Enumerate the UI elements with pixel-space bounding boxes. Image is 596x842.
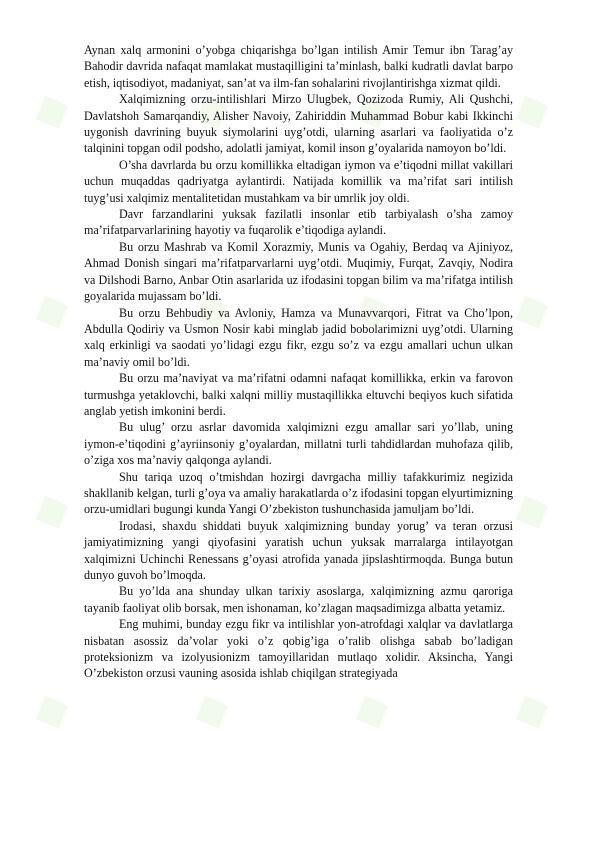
paragraph: Bu orzu ma’naviyat va ma’rifatni odamni nafaqat komillikka, erkin va farovon turmushga yetaklovchi, balki xalqni milliy mustaqillikka eltuvchi beqiyos kuch sifatida anglab yetish imkonini berdi. [84,371,513,418]
document-body [84,42,513,682]
watermark-mark: ◆ [343,276,397,341]
paragraph: Bu yo’lda ana shunday ulkan tarixiy asoslarga, xalqimizning azmu qarorig‌a tayanib faoliyat olib borsak, men ishonaman, ko’zlagan maqsadimizga albatta yetamiz. [84,584,513,615]
watermark-mark: ◆ [343,76,397,141]
watermark-mark: ◆ [503,276,557,341]
watermark-mark: ◆ [183,76,237,141]
paragraph: Aynan xalq armonini o’yobga chiqarishga bo’lgan intilish Amir Temur ibn Tarag’ay Bahodir davrida nafaqat mamlakat mustaqilligini ta’minlash, balki kudratli davlat barpo etish, iqtisodiyot, madaniyat, san’at va ilm-fan sohalarini rivojlantirishga xizmat qildi. [84,43,513,90]
paragraph: Bu ulug’ orzu asrlar davomida xalqimizni ezgu amallar sari yo’llab, uning iymon-e’tiqodini g’ayriinsoniy g’oyalardan, millatni turli tahdidlardan muhofaza qilib, o’ziga xos ma’naviy qalqonga aylandi. [84,420,513,468]
paragraph: Bu orzu Mashrab va Komil Xorazmiy, Munis va Ogahiy, Berdaq va Ajiniyoz, Ahmad Donish singari ma’rifatparvarlarni uyg’otdi. Muqimiy, Furqat, Zavqiy, Nodira va Dilshodi Barno, Anbar Otin asarlarida uz ifodasini topgan bilim va ma’rifatga intilish goyalarida mujassam bo’ldi. [84,239,513,304]
paragraph: O’sha davrlarda bu orzu komillikka eltadigan iymon va e’tiqodni millat vakillari uchun muqaddas qadriyatga aylantirdi. Natijada komillik va ma’rifat sari intilish tuyg’usi xalqimiz mentalitetidan mustahkam va bir umrlik joy oldi. [84,157,513,205]
watermark-mark: ◆ [183,276,237,341]
watermark-mark: ◆ [343,476,397,541]
watermark-mark: ◆ [503,676,557,741]
paragraph: Shu tariqa uzoq o’tmishdan hozirgi davrgacha milliy tafakkurimiz negizida shakllanib kelgan, turli g’oya va amaliy harakatlarda o’z ifodasini topgan elyurtimizning orzu-umidlari bugungi kunda Yangi O’zbekiston tushunchasida jamuljam bo’ldi. [84,469,513,517]
paragraph: Davr farzandlarini yuksak fazilatli insonlar etib tarbiyalash o’sha zamoy ma’rifatparvarlarining hayotiy va fuqarolik e’tiqodiga aylandi. [84,207,513,238]
watermark-mark: ◆ [23,476,77,541]
watermark-mark: ◆ [183,676,237,741]
paragraph: Irodasi, shaxdu shiddati buyuk xalqimizning bunday yorug’ va teran orzusi jamiyatimizning yangi qiyofasini yaratish uchun yuksak marralarga intilayotgan xalqimizni Uchinchi Renessans g’oyasi atrofida yanada jipslashtirmoqda. Bunga butun dunyo guvoh bo’lmoqda. [84,518,513,582]
paragraph: Eng muhimi, bunday ezgu fikr va intilishlar yon-atrofdagi xalqlar va davlatlarga nisbatan asossiz da’volar yoki o’z qobig’iga o’ralib olishga sabab bo’ladigan proteksionizm va izolyusionizm tamoyillaridan mutlaqo xolidir. Aksincha, Yangi O’zbekiston orzusi vauning asosida ishlab chiqilgan strategiyada [84,617,513,681]
watermark-mark: ◆ [343,676,397,741]
watermark-mark: ◆ [503,476,557,541]
watermark-mark: ◆ [23,676,77,741]
paragraph: Xalqimizning orzu-intilishlari Mirzo Ulugbek, Qozizoda Rumiy, Ali Qushchi, Davlatshoh Samarqandiy, Alisher Navoiy, Zahiriddin Muhammad Bobur kabi Ikkinchi uygonish davrining buyuk siymolarini uyg’otdi, ularning asarlari va faoliyatida o’z talqinini topgan odil podsho, adolatli jamiyat, komil inson g’oyalarida namoyon bo’ldi. [84,92,513,156]
watermark-mark: ◆ [183,476,237,541]
watermark-mark: ◆ [23,276,77,341]
paragraph: Bu orzu Behbudiy va Avloniy, Hamza va Munavvarqori, Fitrat va Cho’lpon, Abdulla Qodiriy va Usmon Nosir kabi minglab jadid bobolarimizni uyg’otdi. Ularning xalq erkinligi va saodati yo’lidagi ezgu fikr, ezgu so’z va ezgu amallari uchun ulkan ma’naviy omil bo’ldi. [84,305,513,369]
watermark-mark: ◆ [503,76,557,141]
watermark-mark: ◆ [23,76,77,141]
